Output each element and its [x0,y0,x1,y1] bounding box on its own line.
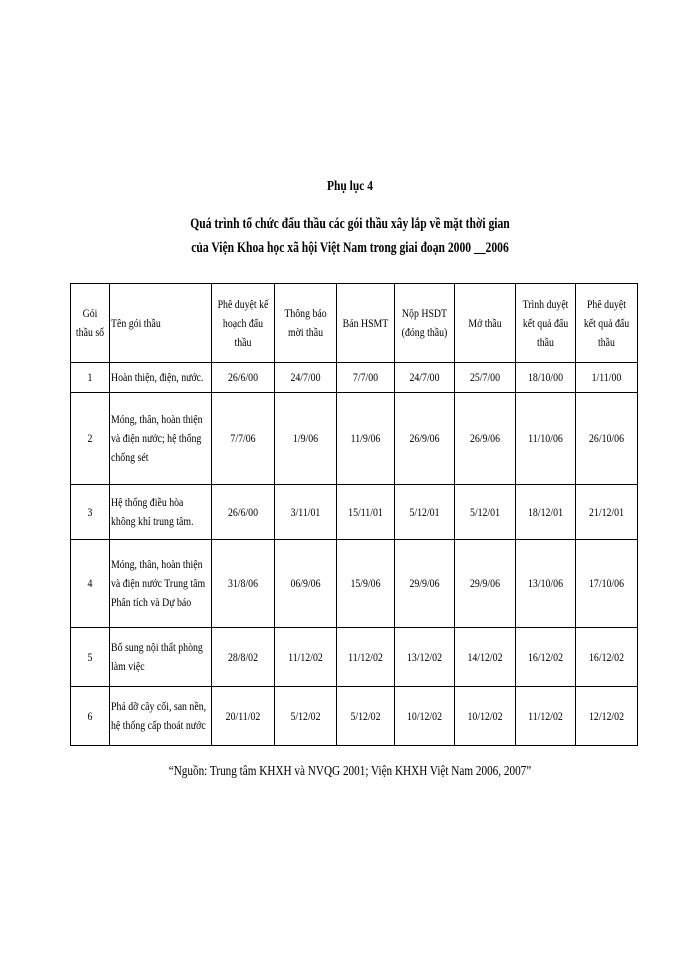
cell-date: 24/7/00 [395,363,455,393]
header-package-number: Gói thầu số [71,284,110,363]
cell-package-name: Bổ sung nội thất phòng làm việc [110,628,212,687]
header-result-approval: Phê duyệt kết quả đấu thầu [576,284,638,363]
cell-date: 28/8/02 [212,628,275,687]
source-note: “Nguồn: Trung tâm KHXH và NVQG 2001; Viện KHXH Việt Nam 2006, 2007” [168,764,532,779]
cell-date: 26/6/00 [212,485,275,540]
cell-date: 26/6/00 [212,363,275,393]
cell-date: 21/12/01 [576,485,638,540]
cell-date: 11/12/02 [275,628,337,687]
cell-date: 1/9/06 [275,393,337,485]
cell-date: 5/12/02 [275,687,337,746]
cell-date: 24/7/00 [275,363,337,393]
cell-date: 06/9/06 [275,540,337,628]
document-title [70,212,630,260]
header-bid-submission: Nộp HSDT (đóng thầu) [395,284,455,363]
cell-date: 7/7/06 [212,393,275,485]
cell-date: 5/12/01 [395,485,455,540]
cell-date: 29/9/06 [455,540,516,628]
cell-date: 18/12/01 [516,485,576,540]
cell-date: 5/12/02 [337,687,395,746]
cell-date: 13/10/06 [516,540,576,628]
table-row [71,393,638,485]
cell-date: 11/12/02 [516,687,576,746]
appendix-label: Phụ lục 4 [327,179,373,194]
cell-package-number: 6 [71,687,110,746]
cell-package-name: Hệ thống điều hòa không khí trung tâm. [110,485,212,540]
header-plan-approval: Phê duyệt kế hoạch đấu thầu [212,284,275,363]
cell-date: 17/10/06 [576,540,638,628]
header-invitation-notice: Thông báo mời thầu [275,284,337,363]
cell-date: 25/7/00 [455,363,516,393]
table-row [71,485,638,540]
bidding-timeline-table [70,283,638,746]
header-package-name: Tên gói thầu [110,284,212,363]
cell-date: 29/9/06 [395,540,455,628]
cell-date: 18/10/00 [516,363,576,393]
cell-package-number: 5 [71,628,110,687]
table-row [71,540,638,628]
table-row [71,687,638,746]
header-row [71,284,638,363]
cell-date: 1/11/00 [576,363,638,393]
cell-date: 11/12/02 [337,628,395,687]
cell-date: 12/12/02 [576,687,638,746]
cell-date: 16/12/02 [576,628,638,687]
cell-package-number: 1 [71,363,110,393]
table-row [71,628,638,687]
title-line-2: của Viện Khoa học xã hội Việt Nam trong giai đoạn 2000 __2006 [191,240,509,256]
cell-date: 11/9/06 [337,393,395,485]
cell-package-number: 2 [71,393,110,485]
cell-package-number: 3 [71,485,110,540]
cell-date: 10/12/02 [395,687,455,746]
cell-date: 20/11/02 [212,687,275,746]
cell-package-name: Hoàn thiện, điện, nước. [110,363,212,393]
cell-date: 13/12/02 [395,628,455,687]
cell-date: 16/12/02 [516,628,576,687]
cell-date: 10/12/02 [455,687,516,746]
header-bid-opening: Mở thầu [455,284,516,363]
cell-date: 11/10/06 [516,393,576,485]
cell-package-name: Móng, thân, hoàn thiện và điện nước Trung tâm Phân tích và Dự báo [110,540,212,628]
cell-date: 31/8/06 [212,540,275,628]
cell-date: 15/11/01 [337,485,395,540]
cell-package-name: Móng, thân, hoàn thiện và điện nước; hệ thống chống sét [110,393,212,485]
cell-date: 15/9/06 [337,540,395,628]
table-row [71,363,638,393]
title-line-1: Quá trình tổ chức đấu thầu các gói thầu xây lắp về mặt thời gian [190,216,510,232]
header-document-sale: Bán HSMT [337,284,395,363]
cell-date: 14/12/02 [455,628,516,687]
cell-date: 26/10/06 [576,393,638,485]
header-result-submission: Trình duyệt kết quả đấu thầu [516,284,576,363]
cell-date: 5/12/01 [455,485,516,540]
cell-date: 3/11/01 [275,485,337,540]
cell-package-number: 4 [71,540,110,628]
cell-package-name: Phá dỡ cây cối, san nền, hệ thống cấp thoát nước [110,687,212,746]
cell-date: 26/9/06 [455,393,516,485]
cell-date: 7/7/00 [337,363,395,393]
cell-date: 26/9/06 [395,393,455,485]
